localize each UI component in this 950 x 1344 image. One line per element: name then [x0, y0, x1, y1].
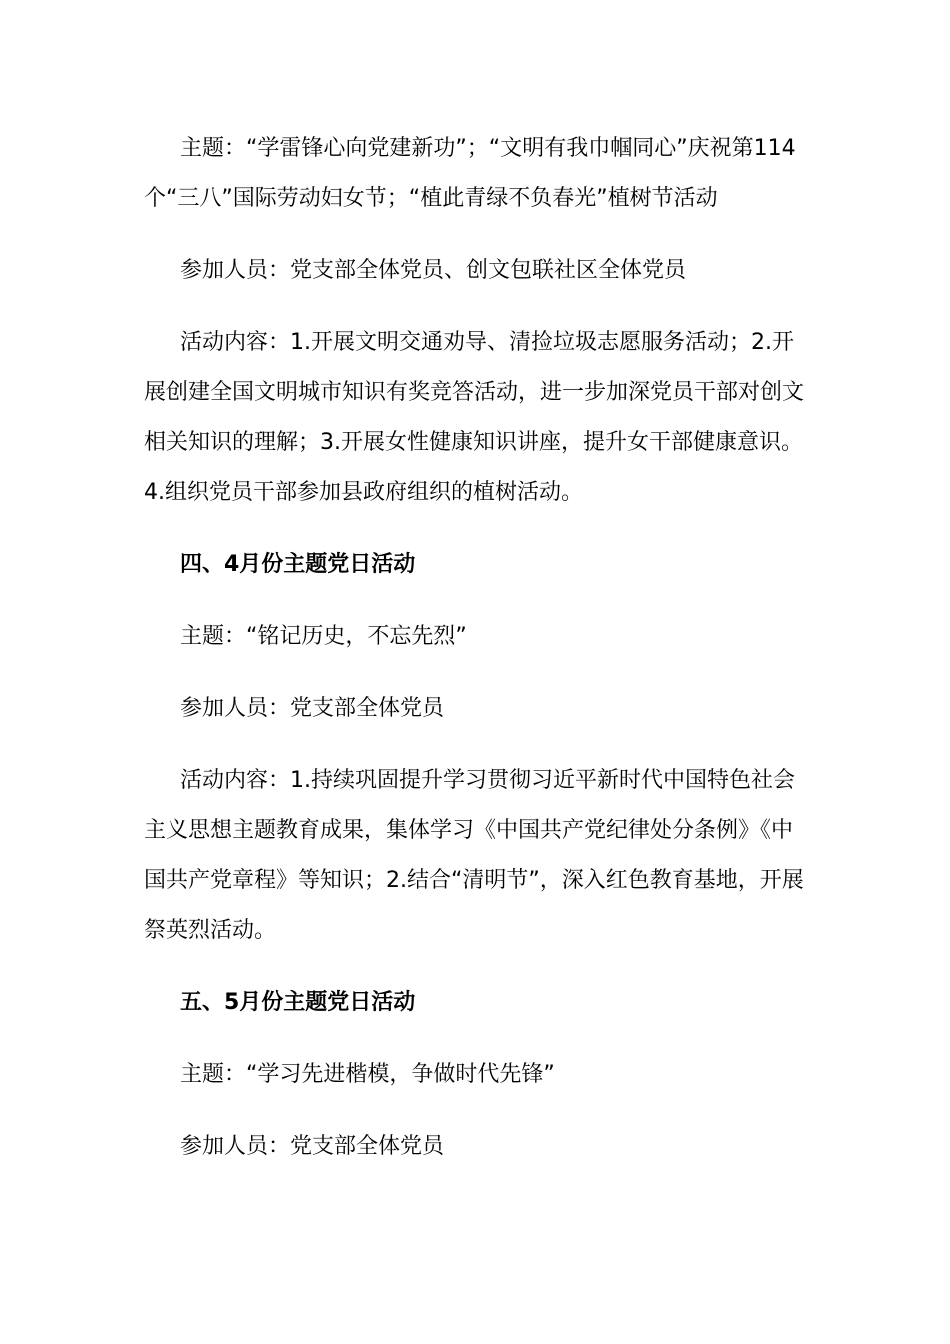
- section-heading-may: 五、5月份主题党日活动: [180, 990, 416, 1015]
- section-heading-april: 四、4月份主题党日活动: [180, 552, 416, 577]
- paragraph-march-participants: 参加人员：党支部全体党员、创文包联社区全体党员: [180, 258, 687, 283]
- paragraph-april-content: 活动内容：1.持续巩固提升学习贯彻习近平新时代中国特色社会主义思想主题教育成果，集体学习《中国共产党纪律处分条例》《中国共产党章程》等知识；2.结合“清明节”，深入红色教育基地，开展祭英烈活动。: [144, 768, 804, 943]
- paragraph-march-theme: 主题：“学雷锋心向党建新功”；“文明有我巾帼同心”庆祝第114个“三八”国际劳动妇女节；“植此青绿不负春光”植树节活动: [144, 136, 796, 211]
- paragraph-april-participants: 参加人员：党支部全体党员: [180, 696, 445, 721]
- paragraph-march-content: 活动内容：1.开展文明交通劝导、清捡垃圾志愿服务活动；2.开展创建全国文明城市知识有奖竞答活动，进一步加深党员干部对创文相关知识的理解；3.开展女性健康知识讲座，提升女干部健康意识。4.组织党员干部参加县政府组织的植树活动。: [144, 330, 805, 505]
- paragraph-april-theme: 主题：“铭记历史，不忘先烈”: [180, 624, 467, 649]
- paragraph-may-theme: 主题：“学习先进楷模，争做时代先锋”: [180, 1062, 555, 1087]
- document-body: [144, 124, 812, 1172]
- paragraph-may-participants: 参加人员：党支部全体党员: [180, 1134, 445, 1159]
